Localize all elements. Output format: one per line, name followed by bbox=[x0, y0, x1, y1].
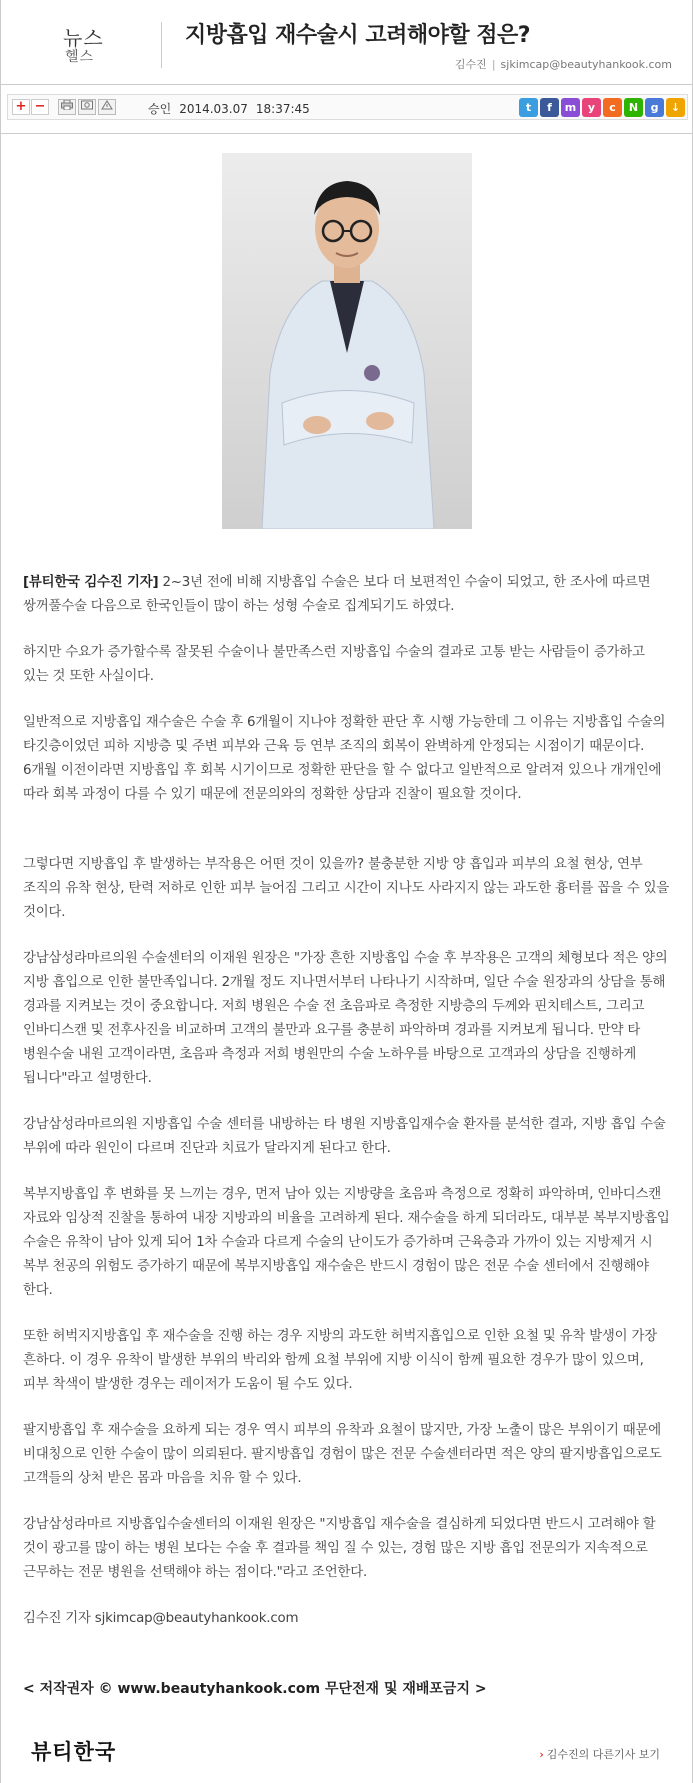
section-label[interactable]: 뉴스 bbox=[63, 26, 104, 50]
article-title: 지방흡입 재수술시 고려해야할 점은? bbox=[185, 23, 531, 48]
arrow-icon: › bbox=[539, 1748, 544, 1761]
font-increase-button[interactable]: + bbox=[12, 99, 30, 115]
more-articles-link[interactable] bbox=[539, 1746, 660, 1762]
report-icon-shape bbox=[101, 100, 113, 110]
article-paragraph-4: 그렇다면 지방흡입 후 발생하는 부작용은 어떤 것이 있을까? 불충분한 지방 양 흡입과 피부의 요철 현상, 연부 조직의 유착 현상, 탄력 저하로 인한 피부 늘어짐 그리고 시간이 지나도 사라지지 않는 과도한 흉터를 꼽을 수 있을 것이다. bbox=[23, 857, 670, 920]
approve-label: 승인 bbox=[148, 102, 172, 116]
header-divider bbox=[161, 22, 162, 68]
report-icon[interactable] bbox=[98, 99, 116, 115]
scrap-icon-shape bbox=[81, 100, 93, 110]
facebook-icon[interactable]: f bbox=[540, 98, 559, 117]
article-paragraph-2: 하지만 수요가 증가할수록 잘못된 수술이나 불만족스런 지방흡입 수술의 결과로 고통 받는 사람들이 증가하고 있는 것 또한 사실이다. bbox=[23, 645, 645, 684]
approve-time: 18:37:45 bbox=[255, 102, 310, 116]
article-paragraph-5: 강남삼성라마르의원 수술센터의 이재원 원장은 "가장 흔한 지방흡입 수술 후 부작용은 고객의 체형보다 적은 양의 지방 흡입으로 인한 불만족입니다. 2개월 정도 지나면서부터 나타나기 시작하며, 일단 수술 원장과의 상담을 통해 경과를 지켜보는 것이 중요합니다. 저희 병원은 수술 전 초음파로 측정한 지방층의 두께와 핀치테스트, 그리고 인바디스캔 및 전후사진을 비교하며 고객의 불만과 요구를 충분히 파악하며 경과를 지켜보게 됩니다. 만약 타 병원수술 내원 고객이라면, 초음파 측정과 저희 병원만의 수술 노하우를 바탕으로 고객과의 상담을 진행하게 됩니다"라고 설명한다. bbox=[23, 951, 668, 1086]
reporter-signature: 김수진 기자 sjkimcap@beautyhankook.com bbox=[23, 1611, 299, 1626]
google-icon[interactable]: g bbox=[645, 98, 664, 117]
article-paragraph-7: 복부지방흡입 후 변화를 못 느끼는 경우, 먼저 남아 있는 지방량을 초음파 측정으로 정확히 파악하며, 인바디스캔 자료와 임상적 진찰을 통하여 내장 지방과의 비율을 고려하게 된다. 재수술을 하게 되더라도, 대부분 복부지방흡입 수술은 유착이 남아 있게 되어 1차 수술과 다르게 수술의 난이도가 증가하며 근육층과 가까이 있는 지방제거 시 복부 천공의 위험도 증가하기 때문에 복부지방흡입 재수술은 반드시 경험이 많은 전문 수술 센터에서 진행해야 한다. bbox=[23, 1187, 670, 1298]
article-photo bbox=[222, 153, 472, 529]
article-lead-tag: [뷰티한국 김수진 기자] bbox=[23, 575, 159, 590]
article-paragraph-1-text: 2~3년 전에 비해 지방흡입 수술은 보다 더 보편적인 수술이 되었고, 한 조사에 따르면 쌍꺼풀수술 다음으로 한국인들이 많이 하는 성형 수술로 집계되기도 하였다. bbox=[23, 575, 651, 614]
copyright-notice: < 저작권자 © www.beautyhankook.com 무단전재 및 재배포금지 > bbox=[23, 1681, 487, 1697]
article-toolbar bbox=[7, 94, 688, 120]
approve-date: 2014.03.07 bbox=[179, 102, 248, 116]
font-decrease-button[interactable]: − bbox=[31, 99, 49, 115]
naver-icon[interactable]: N bbox=[624, 98, 643, 117]
print-icon[interactable] bbox=[58, 99, 76, 115]
byline-separator: | bbox=[491, 58, 496, 71]
subsection-label[interactable]: 헬스 bbox=[65, 49, 95, 65]
approve-timestamp bbox=[148, 100, 310, 117]
byline bbox=[455, 56, 672, 72]
author-name: 김수진 bbox=[454, 58, 487, 71]
scrap-icon[interactable] bbox=[78, 99, 96, 115]
article-paragraph-1 bbox=[23, 571, 671, 619]
article-header bbox=[1, 0, 693, 85]
author-email[interactable]: sjkimcap@beautyhankook.com bbox=[500, 58, 672, 71]
bookmark-icon[interactable]: ↓ bbox=[666, 98, 685, 117]
print-icon-shape bbox=[61, 100, 73, 110]
more-articles-label[interactable]: 김수진의 다른기사 보기 bbox=[546, 1748, 660, 1761]
article-paragraph-6: 강남삼성라마르의원 지방흡입 수술 센터를 내방하는 타 병원 지방흡입재수술 환자를 분석한 결과, 지방 흡입 수술 부위에 따라 원인이 다르며 진단과 치료가 달라지게 된다고 한다. bbox=[23, 1117, 666, 1156]
yozm-icon[interactable]: y bbox=[582, 98, 601, 117]
doctor-portrait-image bbox=[222, 153, 472, 529]
article-paragraph-9: 팔지방흡입 후 재수술을 요하게 되는 경우 역시 피부의 유착과 요철이 많지만, 가장 노출이 많은 부위이기 때문에 비대칭으로 인한 수술이 많이 의뢰된다. 팔지방흡입 경험이 많은 전문 수술센터라면 적은 양의 팔지방흡입으로도 고객들의 상처 받은 몸과 마음을 치유 할 수 있다. bbox=[23, 1423, 662, 1486]
cyworld-icon[interactable]: c bbox=[603, 98, 622, 117]
article-paragraph-3: 일반적으로 지방흡입 재수술은 수술 후 6개월이 지나야 정확한 판단 후 시행 가능한데 그 이유는 지방흡입 수술의 타깃층이었던 피하 지방층 및 주변 피부와 근육 등 연부 조직의 회복이 완벽하게 안정되는 시점이기 때문이다. 6개월 이전이라면 지방흡입 후 회복 시기이므로 정확한 판단을 할 수 없다고 일반적으로 알려져 있으나 개개인에 따라 회복 과정이 다를 수 있기 때문에 전문의와의 정확한 상담과 진찰이 필요할 것이다. bbox=[23, 715, 666, 802]
site-logo[interactable]: 뷰티한국 bbox=[31, 1740, 117, 1764]
header-rule bbox=[1, 133, 693, 134]
me2day-icon[interactable]: m bbox=[561, 98, 580, 117]
article-paragraph-8: 또한 허벅지지방흡입 후 재수술을 진행 하는 경우 지방의 과도한 허벅지흡입으로 인한 요철 및 유착 발생이 가장 흔하다. 이 경우 유착이 발생한 부위의 박리와 함께 요철 부위에 지방 이식이 함께 필요한 경우가 많이 있으며, 피부 착색이 발생한 경우는 레이저가 도움이 될 수도 있다. bbox=[23, 1329, 657, 1392]
article-paragraph-10: 강남삼성라마르 지방흡입수술센터의 이재원 원장은 "지방흡입 재수술을 결심하게 되었다면 반드시 고려해야 할 것이 광고를 많이 하는 병원 보다는 수술 후 결과를 책임 질 수 있는, 경험 많은 지방 흡입 전문의가 지속적으로 근무하는 전문 병원을 선택해야 하는 점이다."라고 조언한다. bbox=[23, 1517, 656, 1580]
twitter-icon[interactable]: t bbox=[519, 98, 538, 117]
